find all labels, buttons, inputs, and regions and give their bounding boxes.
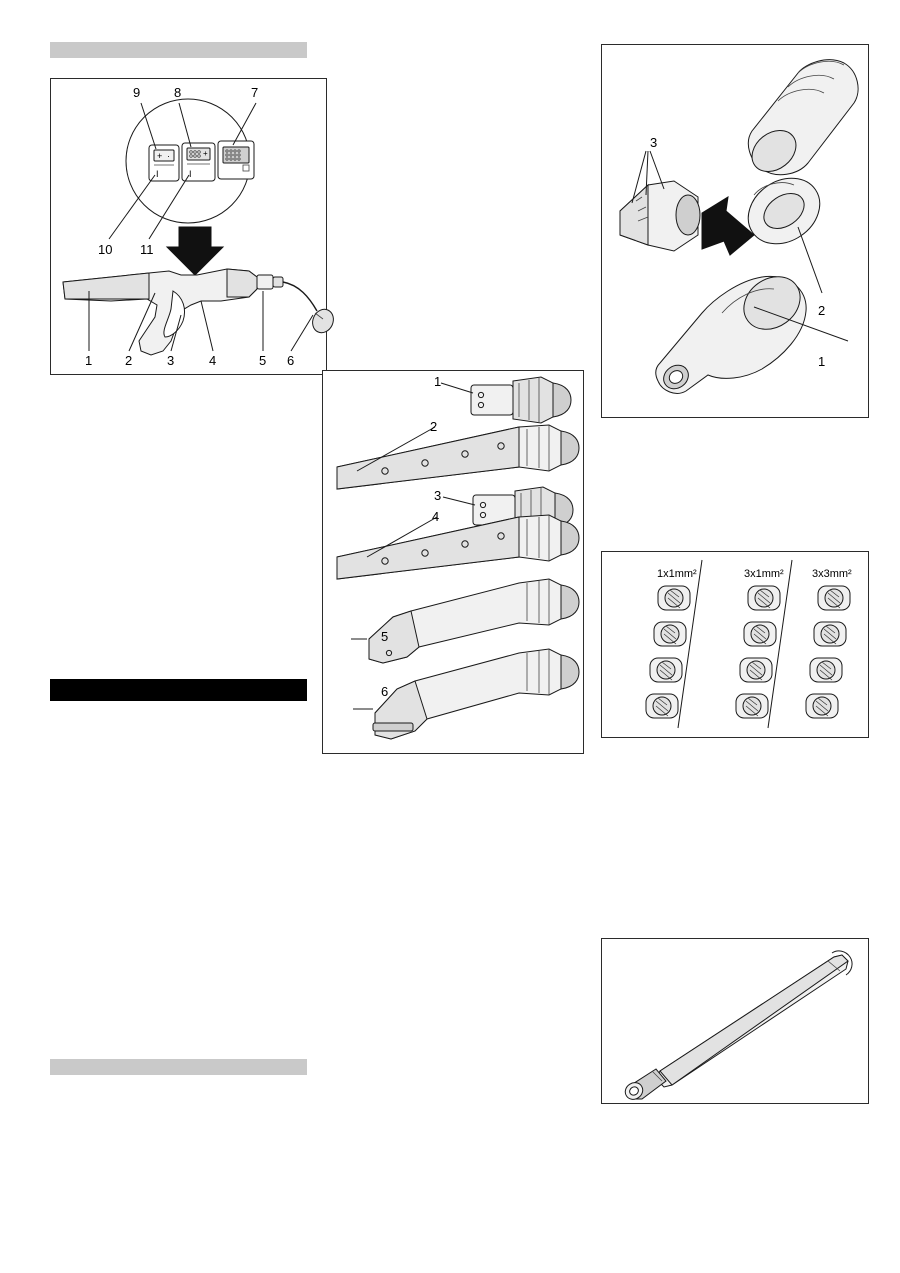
gun-callout-11: 11 [140,242,154,257]
svg-text:·: · [167,151,170,161]
coupling-figure [601,44,869,418]
nozzle-callout-6: 6 [381,684,389,699]
gun-callout-2: 2 [125,353,133,368]
gun-callout-5: 5 [259,353,267,368]
gun-callout-4: 4 [209,353,217,368]
coupling-callout-2: 2 [818,303,826,318]
nozzle-set-figure [322,370,584,754]
gun-callout-9: 9 [133,85,141,100]
gun-callout-7: 7 [251,85,259,100]
bottom-grey-band [50,1059,307,1075]
top-grey-band [50,42,307,58]
svg-text:+: + [203,149,208,158]
gun-callout-1: 1 [85,353,93,368]
lance-figure [601,938,869,1104]
svg-text:I: I [189,169,192,179]
nozzle-callout-5: 5 [381,629,389,644]
nozzle-callout-4: 4 [432,509,440,524]
mid-black-band [50,679,307,701]
coupling-callout-1: 1 [818,354,826,369]
jet-column-label-3x3: 3x3mm² [812,568,852,580]
gun-callout-6: 6 [287,353,295,368]
nozzle-callout-1: 1 [434,374,442,389]
svg-text:I: I [156,169,159,179]
coupling-callout-3: 3 [650,135,658,150]
svg-text:+: + [157,151,163,161]
spray-gun-figure [50,78,327,375]
jet-column-label-1x1: 1x1mm² [657,568,697,580]
gun-callout-8: 8 [174,85,182,100]
jet-column-label-3x1: 3x1mm² [744,568,784,580]
gun-callout-3: 3 [167,353,175,368]
nozzle-callout-2: 2 [430,419,438,434]
gun-callout-10: 10 [98,242,113,257]
nozzle-callout-3: 3 [434,488,442,503]
